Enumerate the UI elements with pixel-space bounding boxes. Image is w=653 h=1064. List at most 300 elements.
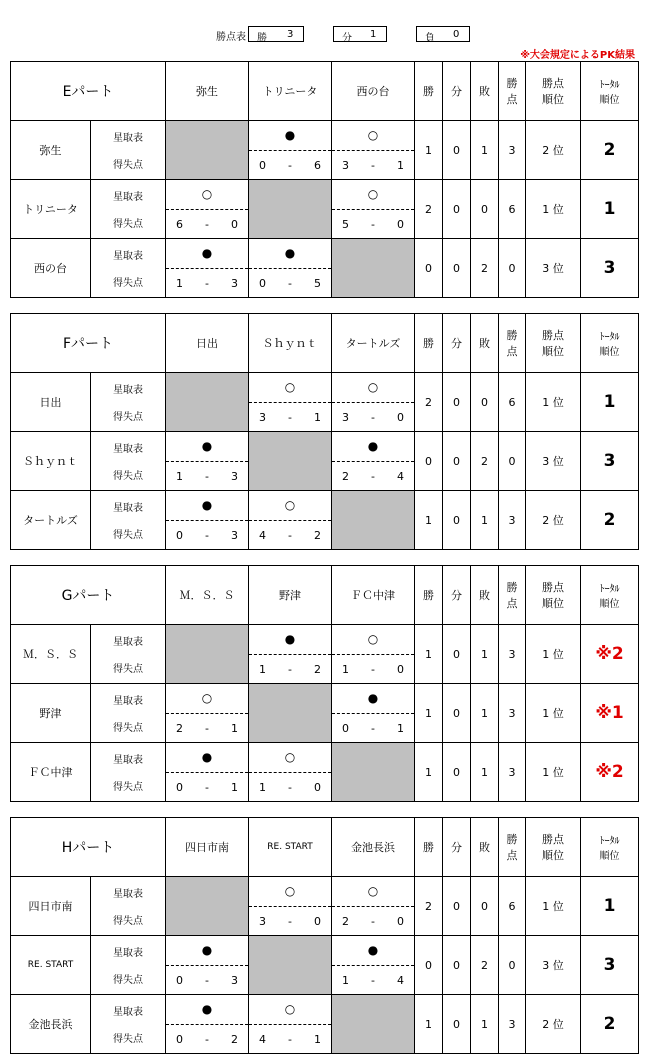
result-cell — [332, 432, 415, 491]
score-against: 0 — [314, 781, 322, 794]
draws-value: 0 — [443, 743, 471, 802]
part-name: Gパート — [11, 566, 166, 625]
total-rank-header — [581, 62, 639, 121]
win-header: 勝 — [415, 62, 443, 121]
match-score — [249, 654, 331, 683]
loss-mark-icon: ● — [201, 1002, 213, 1016]
total-rank-header-line: ﾄｰﾀﾙ — [599, 80, 620, 91]
standings-table — [10, 61, 639, 298]
win-mark-icon: ○ — [284, 1002, 296, 1016]
win-mark-icon: ○ — [367, 380, 379, 394]
table-row — [11, 743, 639, 802]
total-rank-header-line: 順位 — [599, 851, 620, 862]
wins-value: 2 — [415, 180, 443, 239]
table-row — [11, 995, 639, 1054]
total-rank-header-line: 順位 — [599, 347, 620, 358]
row-sub-labels — [91, 491, 166, 550]
score-dash: - — [205, 218, 209, 231]
match-score — [249, 1024, 331, 1053]
row-sub-labels — [91, 121, 166, 180]
match-score — [332, 150, 414, 179]
total-rank-value: 2 — [581, 491, 639, 550]
win-mark-icon: ○ — [284, 750, 296, 764]
wins-value: 1 — [415, 625, 443, 684]
match-score — [166, 713, 248, 742]
points-value: 3 — [499, 743, 526, 802]
score-against: 0 — [397, 915, 404, 928]
star-label: 星取表 — [113, 192, 143, 203]
points-header-line: 勝 — [506, 77, 518, 90]
result-cell — [332, 180, 415, 239]
row-sub-labels — [91, 877, 166, 936]
win-header: 勝 — [415, 314, 443, 373]
loss-mark-icon: ● — [367, 691, 379, 705]
total-rank-value: ※1 — [581, 684, 639, 743]
win-mark-icon: ○ — [367, 128, 379, 142]
sub-labels — [91, 239, 165, 297]
result-cell — [166, 239, 249, 298]
score-dash: - — [288, 915, 292, 928]
score-against: 2 — [314, 529, 321, 542]
score-for: 0 — [259, 159, 267, 172]
row-team-name: RE. START — [11, 936, 91, 995]
team-header: 日出 — [166, 314, 249, 373]
loss-mark-icon: ● — [201, 943, 213, 957]
total-rank-value: 3 — [581, 432, 639, 491]
points-header-line: 勝 — [506, 833, 518, 846]
total-rank-header-line: ﾄｰﾀﾙ — [599, 584, 620, 595]
score-for: 4 — [259, 529, 266, 542]
score-against: 0 — [314, 915, 321, 928]
points-value: 3 — [499, 491, 526, 550]
match-score — [332, 965, 414, 994]
star-label: 星取表 — [113, 637, 143, 648]
loss-mark-icon: ● — [367, 439, 379, 453]
team-header: 西の台 — [332, 62, 415, 121]
points-rank-value: 3 位 — [526, 936, 581, 995]
legend-win-points: 3 — [287, 29, 294, 40]
score-against: 3 — [231, 277, 239, 290]
draws-value: 0 — [443, 936, 471, 995]
points-value: 3 — [499, 684, 526, 743]
score-dash: - — [205, 1033, 209, 1046]
match-score — [166, 268, 248, 297]
score-against: 0 — [397, 218, 405, 231]
result-cell — [166, 743, 249, 802]
row-team-name: 四日市南 — [11, 877, 91, 936]
result-cell — [166, 180, 249, 239]
goals-label: 得失点 — [113, 278, 143, 289]
self-match-cell — [166, 877, 249, 936]
goals-label: 得失点 — [113, 412, 143, 423]
rank-header — [526, 566, 581, 625]
score-for: 1 — [259, 781, 267, 794]
score-dash: - — [371, 722, 375, 735]
score-against: 1 — [397, 159, 405, 172]
match-score — [166, 1024, 248, 1053]
points-rank-value: 1 位 — [526, 684, 581, 743]
row-sub-labels — [91, 239, 166, 298]
goals-label: 得失点 — [113, 219, 143, 230]
total-rank-header-line: ﾄｰﾀﾙ — [599, 332, 620, 343]
rank-header — [526, 314, 581, 373]
sub-labels — [91, 877, 165, 935]
match-score — [249, 402, 331, 431]
losses-value: 1 — [471, 995, 499, 1054]
match-score — [332, 713, 414, 742]
total-rank-header — [581, 818, 639, 877]
sub-labels — [91, 743, 165, 801]
losses-value: 2 — [471, 432, 499, 491]
sub-labels — [91, 491, 165, 549]
star-label: 星取表 — [113, 133, 143, 144]
sub-labels — [91, 995, 165, 1053]
table-row — [11, 180, 639, 239]
losses-value: 0 — [471, 373, 499, 432]
score-dash: - — [205, 470, 209, 483]
loss-mark-icon: ● — [201, 750, 213, 764]
score-for: 3 — [259, 915, 266, 928]
win-header: 勝 — [415, 818, 443, 877]
wins-value: 1 — [415, 743, 443, 802]
losses-value: 1 — [471, 121, 499, 180]
score-against: 0 — [231, 218, 239, 231]
win-mark-icon: ○ — [367, 884, 379, 898]
star-label: 星取表 — [113, 755, 143, 766]
row-sub-labels — [91, 180, 166, 239]
loss-mark-icon: ● — [367, 943, 379, 957]
score-against: 2 — [231, 1033, 238, 1046]
wins-value: 1 — [415, 491, 443, 550]
rank-header-line: 順位 — [542, 345, 564, 358]
result-cell — [166, 684, 249, 743]
rank-header-line: 勝点 — [542, 833, 564, 846]
score-against: 1 — [314, 411, 321, 424]
legend-title: 勝点表 — [216, 32, 246, 43]
score-for: 1 — [259, 663, 267, 676]
total-rank-value: 1 — [581, 877, 639, 936]
points-legend — [0, 26, 653, 44]
draws-value: 0 — [443, 491, 471, 550]
legend-win-box — [248, 26, 304, 42]
losses-value: 1 — [471, 625, 499, 684]
total-rank-value: 2 — [581, 121, 639, 180]
result-cell — [249, 121, 332, 180]
score-for: 6 — [176, 218, 184, 231]
points-header-line: 勝 — [506, 581, 518, 594]
result-cell — [166, 432, 249, 491]
total-rank-value: ※2 — [581, 743, 639, 802]
result-cell — [332, 625, 415, 684]
table-row — [11, 121, 639, 180]
points-value: 0 — [499, 239, 526, 298]
loss-header: 敗 — [471, 818, 499, 877]
total-rank-header — [581, 566, 639, 625]
header-row — [11, 62, 639, 121]
goals-label: 得失点 — [113, 723, 143, 734]
score-for: 1 — [176, 277, 184, 290]
score-for: 0 — [259, 277, 267, 290]
legend-draw-points: 1 — [370, 29, 377, 40]
loss-header: 敗 — [471, 314, 499, 373]
team-header: RE. START — [249, 818, 332, 877]
points-value: 0 — [499, 936, 526, 995]
points-value: 6 — [499, 180, 526, 239]
star-label: 星取表 — [113, 889, 143, 900]
wins-value: 2 — [415, 877, 443, 936]
points-header — [499, 818, 526, 877]
score-dash: - — [371, 218, 375, 231]
wins-value: 0 — [415, 432, 443, 491]
result-cell — [332, 684, 415, 743]
score-against: 1 — [231, 781, 239, 794]
losses-value: 2 — [471, 239, 499, 298]
rank-header-line: 順位 — [542, 93, 565, 106]
total-rank-value: 3 — [581, 239, 639, 298]
score-against: 1 — [231, 722, 239, 735]
team-header: 弥生 — [166, 62, 249, 121]
row-sub-labels — [91, 373, 166, 432]
score-dash: - — [371, 159, 375, 172]
result-cell — [249, 743, 332, 802]
row-sub-labels — [91, 936, 166, 995]
score-against: 0 — [397, 411, 404, 424]
star-label: 星取表 — [113, 1007, 143, 1018]
match-score — [249, 520, 331, 549]
result-cell — [332, 373, 415, 432]
draws-value: 0 — [443, 121, 471, 180]
score-dash: - — [205, 529, 209, 542]
match-score — [166, 772, 248, 801]
score-for: 4 — [259, 1033, 266, 1046]
legend-loss-box — [416, 26, 470, 42]
draw-header: 分 — [443, 818, 471, 877]
draw-header: 分 — [443, 62, 471, 121]
loss-header: 敗 — [471, 62, 499, 121]
total-rank-value: 1 — [581, 373, 639, 432]
row-team-name: 野津 — [11, 684, 91, 743]
total-rank-header — [581, 314, 639, 373]
legend-win-label: 勝 — [257, 33, 267, 44]
table-row — [11, 491, 639, 550]
points-header — [499, 566, 526, 625]
result-cell — [249, 625, 332, 684]
rank-header — [526, 818, 581, 877]
score-dash: - — [288, 411, 292, 424]
table-row — [11, 432, 639, 491]
team-header: タートルズ — [332, 314, 415, 373]
points-value: 3 — [499, 995, 526, 1054]
win-mark-icon: ○ — [284, 884, 296, 898]
score-dash: - — [371, 663, 375, 676]
match-score — [166, 209, 248, 238]
score-for: 0 — [176, 781, 184, 794]
row-team-name: 金池長浜 — [11, 995, 91, 1054]
points-rank-value: 1 位 — [526, 625, 581, 684]
losses-value: 1 — [471, 684, 499, 743]
points-rank-value: 1 位 — [526, 877, 581, 936]
row-sub-labels — [91, 743, 166, 802]
goals-label: 得失点 — [113, 160, 143, 171]
match-score — [332, 654, 414, 683]
points-value: 3 — [499, 121, 526, 180]
loss-mark-icon: ● — [284, 632, 296, 646]
row-team-name: ＦＣ中津 — [11, 743, 91, 802]
score-dash: - — [288, 277, 292, 290]
row-team-name: Ｍ．Ｓ．Ｓ — [11, 625, 91, 684]
star-label: 星取表 — [113, 251, 143, 262]
result-cell — [166, 936, 249, 995]
draws-value: 0 — [443, 877, 471, 936]
win-mark-icon: ○ — [201, 187, 213, 201]
header-row — [11, 314, 639, 373]
match-score — [332, 209, 414, 238]
draws-value: 0 — [443, 625, 471, 684]
score-for: 2 — [342, 470, 349, 483]
self-match-cell — [249, 936, 332, 995]
self-match-cell — [166, 373, 249, 432]
loss-mark-icon: ● — [284, 246, 296, 260]
match-score — [332, 906, 414, 935]
sub-labels — [91, 121, 165, 179]
score-for: 1 — [342, 974, 349, 987]
self-match-cell — [249, 684, 332, 743]
score-dash: - — [288, 663, 292, 676]
goals-label: 得失点 — [113, 975, 143, 986]
score-for: 3 — [342, 159, 350, 172]
row-team-name: タートルズ — [11, 491, 91, 550]
score-for: 5 — [342, 218, 350, 231]
rank-header — [526, 62, 581, 121]
sub-labels — [91, 936, 165, 994]
match-score — [249, 906, 331, 935]
points-value: 3 — [499, 625, 526, 684]
points-rank-value: 2 位 — [526, 121, 581, 180]
score-dash: - — [371, 974, 375, 987]
table-row — [11, 239, 639, 298]
points-value: 6 — [499, 877, 526, 936]
rank-header-line: 勝点 — [542, 329, 564, 342]
score-dash: - — [205, 277, 209, 290]
score-for: 0 — [176, 974, 183, 987]
points-rank-value: 1 位 — [526, 180, 581, 239]
team-header: 野津 — [249, 566, 332, 625]
score-dash: - — [205, 781, 209, 794]
match-score — [249, 772, 331, 801]
self-match-cell — [166, 625, 249, 684]
score-against: 2 — [314, 663, 322, 676]
score-dash: - — [371, 915, 375, 928]
result-cell — [249, 491, 332, 550]
draws-value: 0 — [443, 995, 471, 1054]
loss-mark-icon: ● — [201, 439, 213, 453]
result-cell — [166, 491, 249, 550]
pk-note: ※大会規定によるPK結果 — [520, 50, 635, 61]
wins-value: 0 — [415, 239, 443, 298]
score-for: 1 — [342, 663, 350, 676]
wins-value: 1 — [415, 121, 443, 180]
part-name: Eパート — [11, 62, 166, 121]
row-sub-labels — [91, 625, 166, 684]
part-name: Fパート — [11, 314, 166, 373]
points-value: 6 — [499, 373, 526, 432]
win-mark-icon: ○ — [201, 691, 213, 705]
star-label: 星取表 — [113, 696, 143, 707]
score-dash: - — [371, 411, 375, 424]
draws-value: 0 — [443, 432, 471, 491]
points-rank-value: 1 位 — [526, 373, 581, 432]
result-cell — [249, 239, 332, 298]
header-row — [11, 566, 639, 625]
score-against: 3 — [231, 529, 238, 542]
losses-value: 1 — [471, 491, 499, 550]
match-score — [332, 402, 414, 431]
goals-label: 得失点 — [113, 916, 143, 927]
standings-table — [10, 313, 639, 550]
sub-labels — [91, 684, 165, 742]
result-cell — [332, 121, 415, 180]
win-mark-icon: ○ — [367, 187, 379, 201]
win-mark-icon: ○ — [284, 380, 296, 394]
score-dash: - — [371, 470, 375, 483]
score-dash: - — [288, 529, 292, 542]
win-header: 勝 — [415, 566, 443, 625]
table-row — [11, 936, 639, 995]
draws-value: 0 — [443, 373, 471, 432]
legend-loss-label: 負 — [425, 33, 435, 44]
losses-value: 1 — [471, 743, 499, 802]
draw-header: 分 — [443, 566, 471, 625]
table-row — [11, 373, 639, 432]
result-cell — [332, 936, 415, 995]
legend-draw-label: 分 — [342, 33, 352, 44]
result-cell — [249, 373, 332, 432]
points-rank-value: 1 位 — [526, 743, 581, 802]
star-label: 星取表 — [113, 444, 143, 455]
loss-mark-icon: ● — [201, 498, 213, 512]
score-against: 4 — [397, 974, 404, 987]
draws-value: 0 — [443, 684, 471, 743]
points-rank-value: 3 位 — [526, 239, 581, 298]
points-header-line: 勝 — [506, 329, 518, 342]
goals-label: 得失点 — [113, 530, 143, 541]
points-header — [499, 62, 526, 121]
team-header: Ｓｈｙｎｔ — [249, 314, 332, 373]
loss-mark-icon: ● — [201, 246, 213, 260]
score-dash: - — [205, 974, 209, 987]
star-label: 星取表 — [113, 948, 143, 959]
points-header-line: 点 — [506, 345, 518, 358]
win-mark-icon: ○ — [367, 632, 379, 646]
points-rank-value: 2 位 — [526, 995, 581, 1054]
legend-loss-points: 0 — [453, 29, 460, 40]
sub-labels — [91, 180, 165, 238]
match-score — [249, 150, 331, 179]
wins-value: 1 — [415, 684, 443, 743]
table-row — [11, 684, 639, 743]
points-header-line: 点 — [506, 597, 518, 610]
losses-value: 0 — [471, 180, 499, 239]
row-sub-labels — [91, 995, 166, 1054]
losses-value: 0 — [471, 877, 499, 936]
score-against: 5 — [314, 277, 322, 290]
points-rank-value: 3 位 — [526, 432, 581, 491]
total-rank-value: 3 — [581, 936, 639, 995]
total-rank-value: 1 — [581, 180, 639, 239]
row-team-name: 西の台 — [11, 239, 91, 298]
score-for: 0 — [342, 722, 350, 735]
wins-value: 2 — [415, 373, 443, 432]
